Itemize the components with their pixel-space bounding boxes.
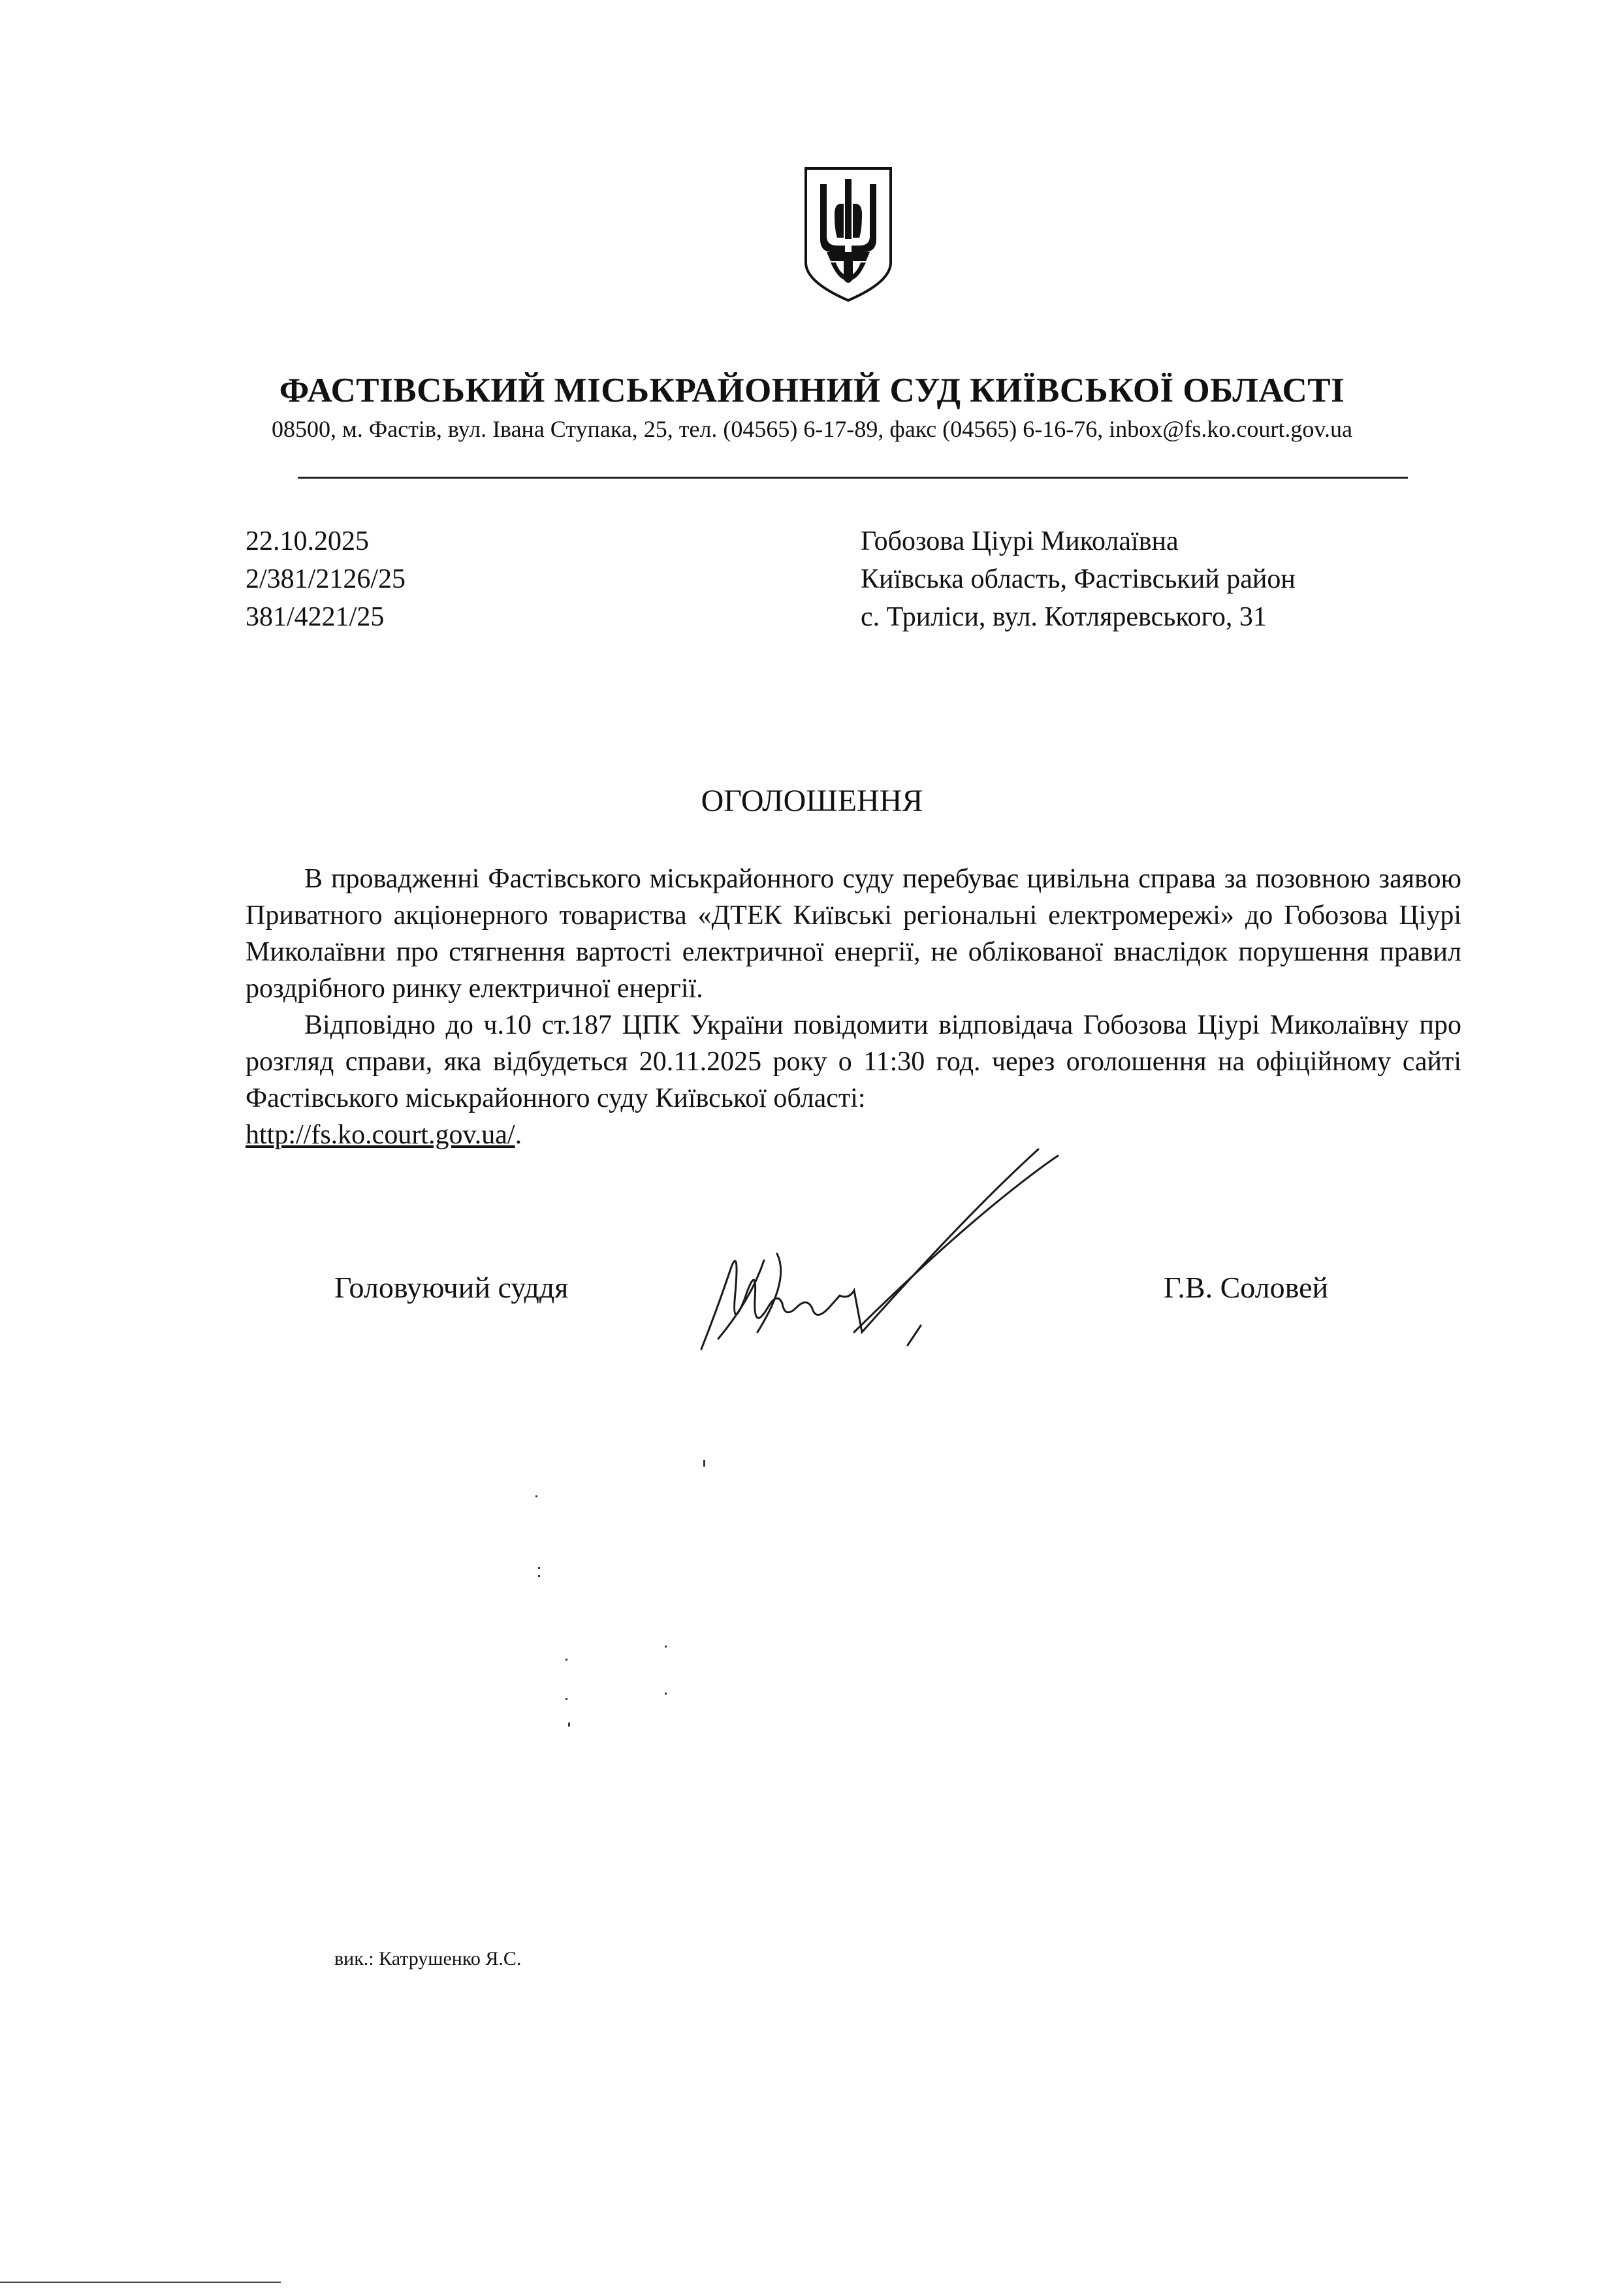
scan-speck xyxy=(703,1460,705,1467)
coat-of-arms-icon xyxy=(801,165,896,303)
header-divider xyxy=(298,477,1408,479)
scan-speck xyxy=(565,1698,567,1700)
signature-image xyxy=(692,1136,1084,1371)
announcement-title: ОГОЛОШЕННЯ xyxy=(701,784,923,818)
footer-scan-line xyxy=(0,2282,281,2283)
court-website-link[interactable]: http://fs.ko.court.gov.ua/ xyxy=(246,1120,515,1150)
judge-role: Головуючий суддя xyxy=(334,1271,569,1304)
scan-speck xyxy=(535,1495,537,1497)
case-number: 2/381/2126/25 xyxy=(246,564,406,594)
body-paragraph-2-text: Відповідно до ч.10 ст.187 ЦПК України повідомити відповідача Гобозова Ціурі Миколаївну про розгляд справи, яка відбудеться 20.11.2025 року о 11:30 год. через оголошення на офіційному сайті Фастівського міськрайонного суду Київської області: xyxy=(246,1010,1461,1113)
court-address: 08500, м. Фастів, вул. Івана Ступака, 25, тел. (04565) 6-17-89, факс (04565) 6-16-76, inbox@fs.ko.court.gov.ua xyxy=(272,416,1352,442)
scan-speck xyxy=(538,1575,540,1577)
scan-speck xyxy=(665,1646,667,1648)
announcement-body xyxy=(246,861,1461,1153)
recipient-region: Київська область, Фастівський район xyxy=(861,564,1296,594)
body-paragraph-2 xyxy=(246,1007,1461,1153)
link-suffix: . xyxy=(515,1120,522,1150)
executor-note: вик.: Катрушенко Я.С. xyxy=(334,1948,522,1969)
recipient-name: Гобозова Ціурі Миколаївна xyxy=(861,526,1179,556)
judge-name: Г.В. Соловей xyxy=(1164,1271,1329,1304)
scan-speck xyxy=(538,1567,540,1569)
document-date: 22.10.2025 xyxy=(246,526,369,556)
scan-speck xyxy=(565,1659,567,1661)
recipient-street: с. Триліси, вул. Котляревського, 31 xyxy=(861,602,1267,632)
body-paragraph-1: В провадженні Фастівського міськрайонного суду перебуває цивільна справа за позовною заявою Приватного акціонерного товариства «ДТЕК Київські регіональні електромережі» до Гобозова Ціурі Миколаївни про стягнення вартості електричної енергії, не облікованої внаслідок порушення правил роздрібного ринку електричної енергії. xyxy=(246,864,1461,1004)
scan-speck xyxy=(665,1693,667,1695)
scan-speck xyxy=(568,1723,570,1727)
court-name: ФАСТІВСЬКИЙ МІСЬКРАЙОННИЙ СУД КИЇВСЬКОЇ ОБЛАСТІ xyxy=(279,372,1345,409)
proceeding-number: 381/4221/25 xyxy=(246,602,385,632)
